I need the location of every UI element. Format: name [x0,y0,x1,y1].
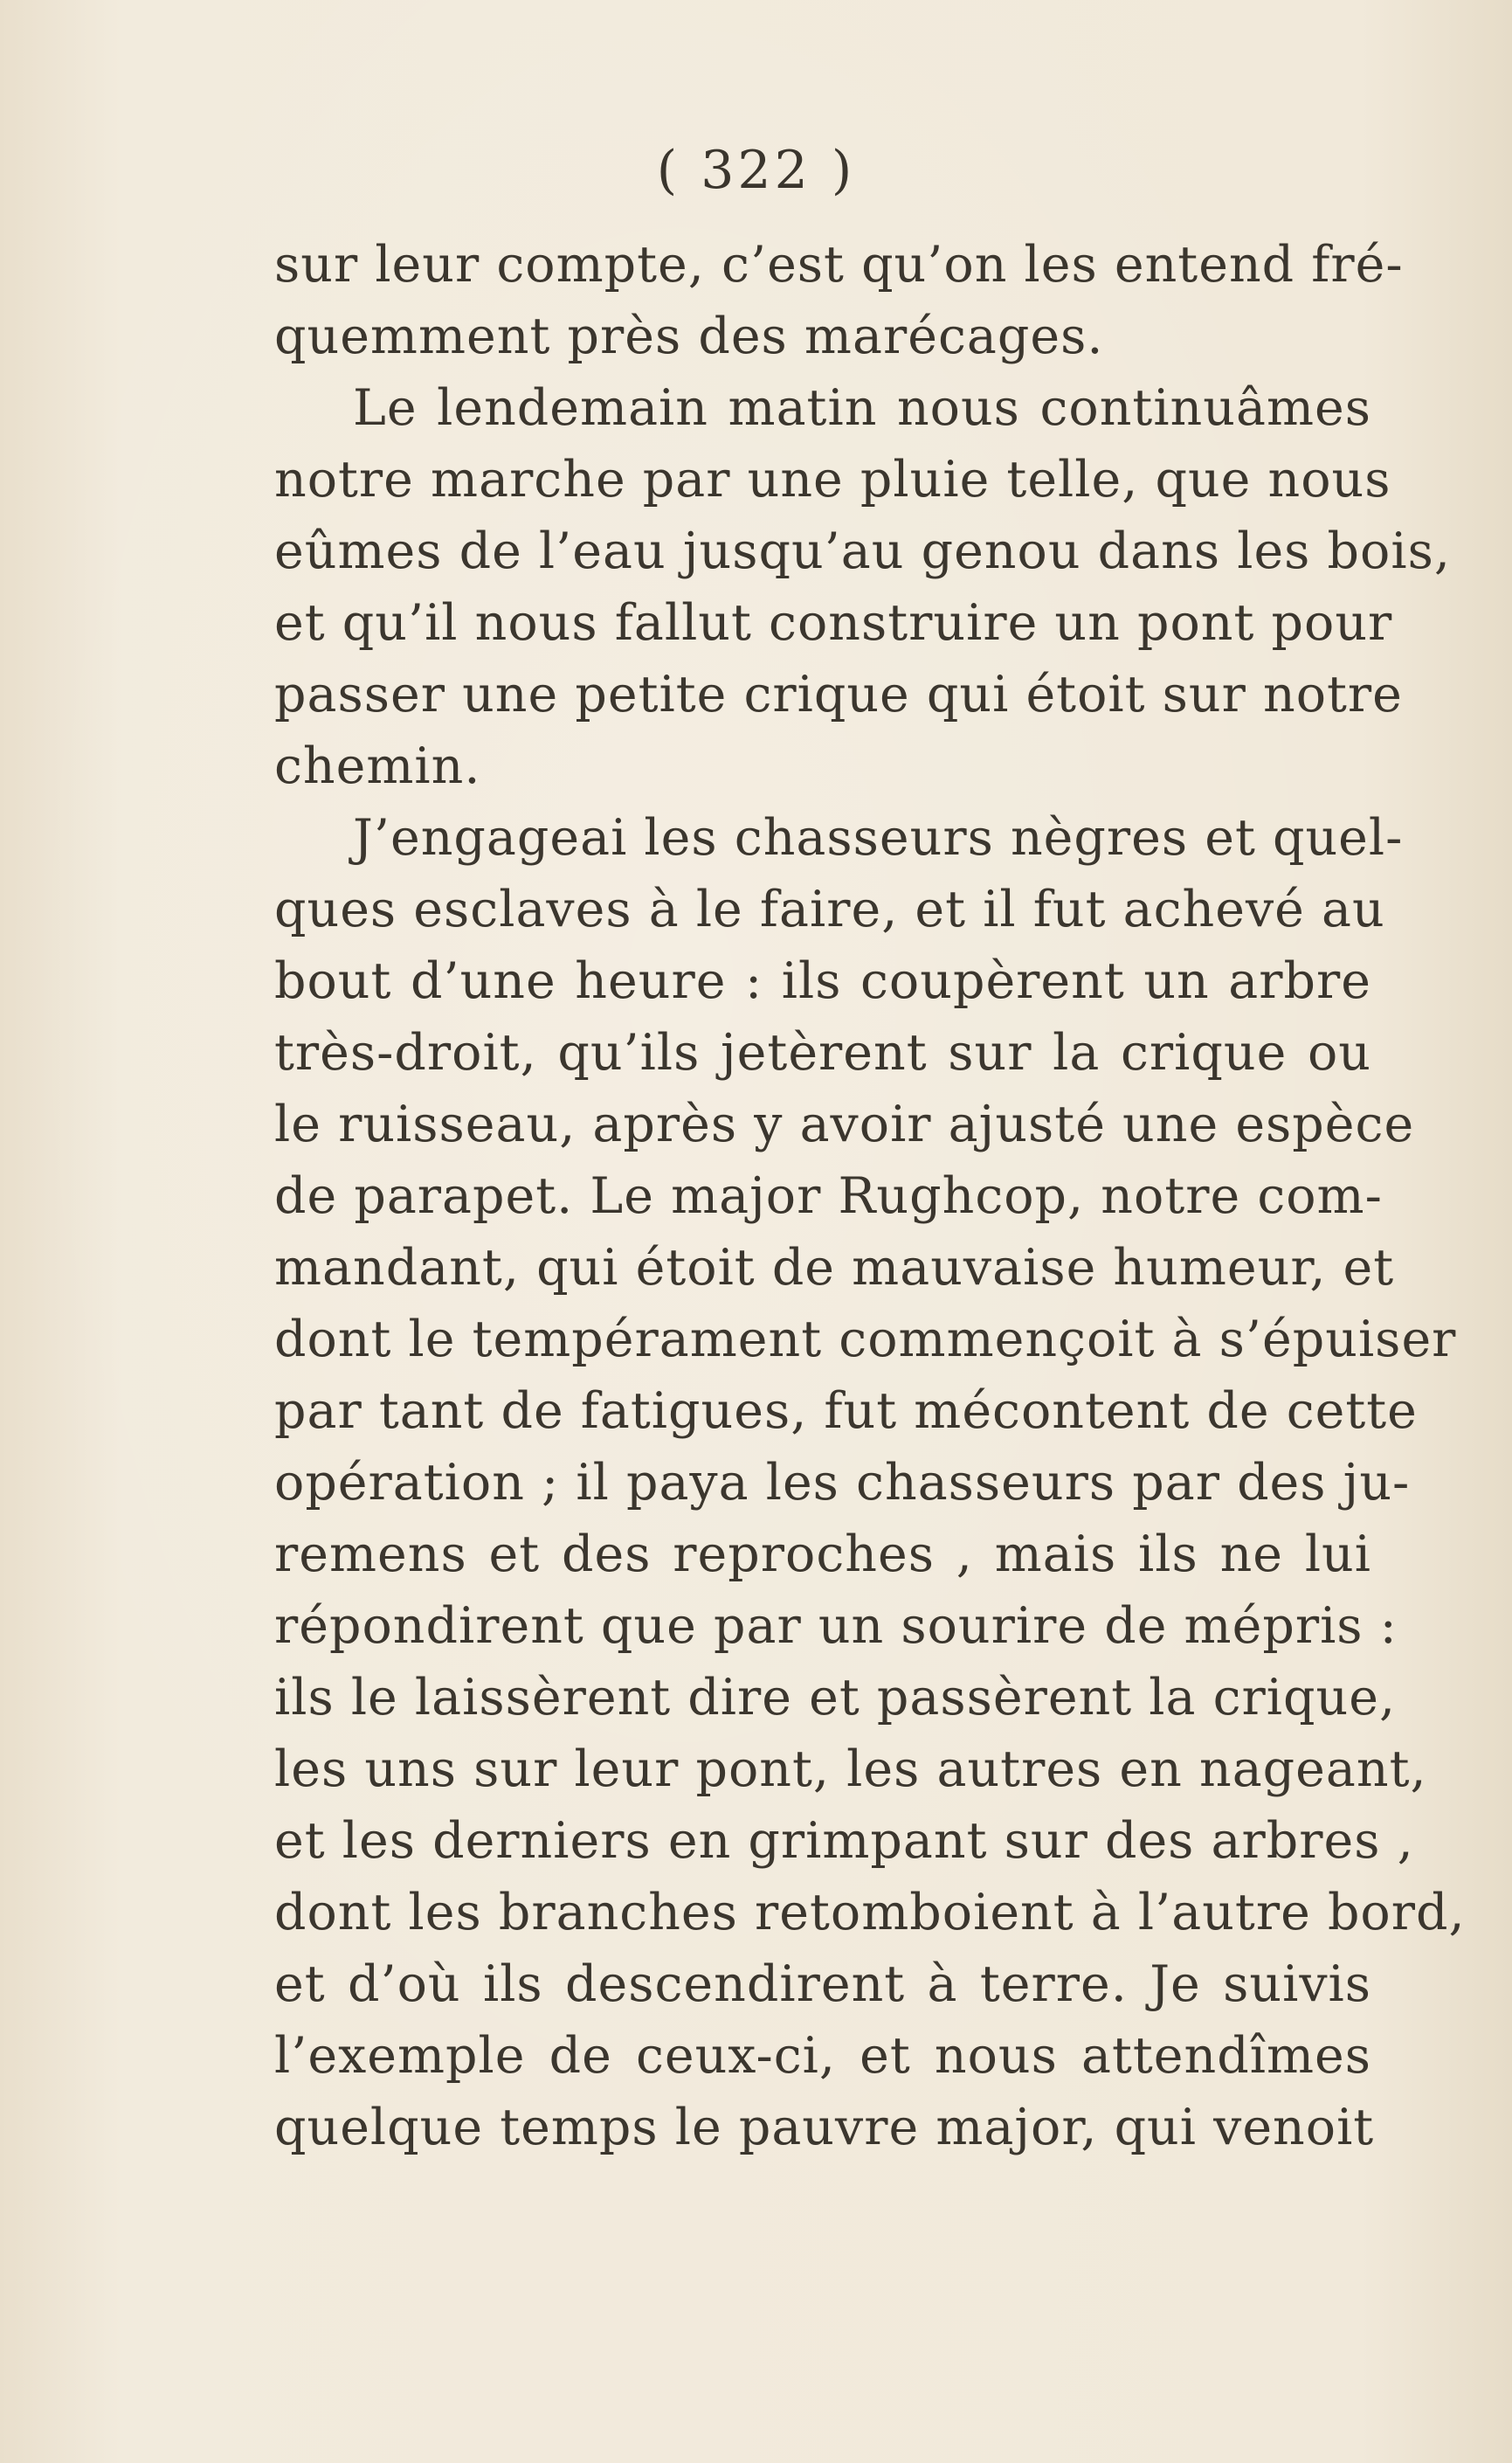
text-line: par tant de fatigues, fut mécontent de cette [274,1382,1418,1440]
text-line: sur leur compte, c’est qu’on les entend fré- [274,236,1404,294]
text-line: ils le laissèrent dire et passèrent la crique, [274,1669,1397,1726]
page-number: ( 322 ) [656,140,856,201]
text-line: quelque temps le pauvre major, qui venoit [274,2099,1375,2156]
text-line: dont le tempérament commençoit à s’épuiser [274,1311,1457,1368]
text-line: et d’où ils descendirent à terre. Je suivis [274,1955,1371,2013]
text-line: et qu’il nous fallut construire un pont pour [274,594,1393,652]
text-line: Le lendemain matin nous continuâmes [353,379,1371,437]
text-line: très-droit, qu’ils jetèrent sur la crique ou [274,1024,1371,1082]
text-line: eûmes de l’eau jusqu’au genou dans les bois, [274,522,1451,580]
text-line: notre marche par une pluie telle, que nous [274,451,1391,509]
text-line: mandant, qui étoit de mauvaise humeur, et [274,1239,1395,1297]
text-line: de parapet. Le major Rughcop, notre com- [274,1167,1383,1225]
body-text [274,229,1466,2163]
text-line: l’exemple de ceux-ci, et nous attendîmes [274,2027,1371,2085]
text-line: dont les branches retomboient à l’autre bord, [274,1884,1466,1941]
text-line: J’engageai les chasseurs nègres et quel- [353,809,1404,867]
text-line: et les derniers en grimpant sur des arbres , [274,1812,1414,1870]
text-line: le ruisseau, après y avoir ajusté une espèce [274,1096,1415,1153]
text-line: ques esclaves à le faire, et il fut achevé au [274,881,1385,938]
text-line: bout d’une heure : ils coupèrent un arbre [274,952,1371,1010]
text-line: chemin. [274,737,481,795]
text-line: quemment près des marécages. [274,308,1104,365]
text-line: passer une petite crique qui étoit sur notre [274,666,1403,723]
text-line: répondirent que par un sourire de mépris : [274,1597,1398,1655]
text-line: opération ; il paya les chasseurs par des ju- [274,1454,1411,1512]
text-line: remens et des reproches , mais ils ne lui [274,1526,1371,1583]
text-line: les uns sur leur pont, les autres en nageant, [274,1740,1427,1798]
